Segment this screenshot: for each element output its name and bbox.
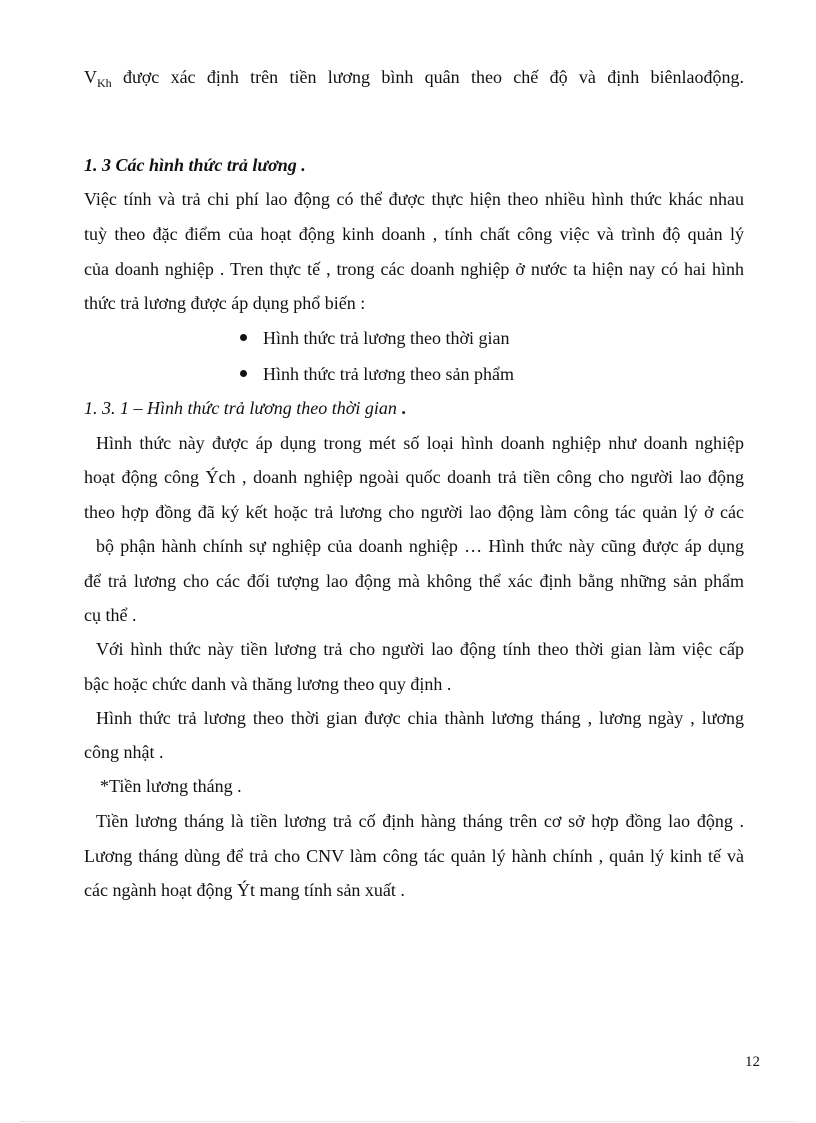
paragraph-line: bậc hoặc chức danh và thăng lương theo quy định .	[84, 674, 452, 694]
paragraph-line: hoạt động công Ých , doanh nghiệp ngoài quốc doanh trả tiền công cho người lao động	[84, 467, 744, 487]
paragraph-line: thức trả lương được áp dụng phổ biến :	[84, 293, 366, 313]
variable-subscript: Kh	[97, 76, 112, 90]
subsection-title-tail: .	[396, 398, 406, 418]
bullet-icon	[240, 370, 247, 377]
paragraph-line: Với hình thức này tiền lương trả cho người lao động tính theo thời gian làm việc cấp	[96, 639, 744, 659]
paragraph-line: theo hợp đồng đã ký kết hoặc trả lương cho người lao động làm công tác quản lý ở các	[84, 502, 744, 522]
subsection-title: 1. 3. 1 – Hình thức trả lương theo thời gian	[84, 398, 397, 418]
paragraph-line: các ngành hoạt động Ýt mang tính sản xuất .	[84, 880, 405, 900]
bullet-text: Hình thức trả lương theo sản phẩm	[263, 364, 514, 384]
paragraph-line: tuỳ theo đặc điểm của hoạt động kinh doanh , tính chất công việc và trình độ quản lý	[84, 224, 744, 244]
subsection-heading	[84, 397, 744, 419]
paragraph-line: để trả lương cho các đối tượng lao động mà không thể xác định bằng những sản phẩm	[84, 571, 744, 591]
bullet-icon	[240, 334, 247, 341]
intro-text: được xác định trên tiền lương bình quân theo chế độ và định biênlaođộng.	[111, 67, 744, 87]
paragraph-line: bộ phận hành chính sự nghiệp của doanh nghiệp … Hình thức này cũng được áp dụng	[96, 536, 744, 556]
bullet-item	[240, 363, 514, 385]
intro-line	[84, 66, 744, 94]
variable-v: V	[84, 67, 97, 87]
section-heading: 1. 3 Các hình thức trả lương .	[84, 155, 306, 175]
paragraph-line: cụ thể .	[84, 605, 137, 625]
page-number: 12	[745, 1054, 760, 1070]
paragraph-line: Hình thức trả lương theo thời gian được chia thành lương tháng , lương ngày , lương	[96, 708, 744, 728]
bullet-item	[240, 327, 510, 349]
paragraph-line: Hình thức này được áp dụng trong mét số loại hình doanh nghiệp như doanh nghiệp	[96, 433, 744, 453]
paragraph-line: Việc tính và trả chi phí lao động có thể được thực hiện theo nhiều hình thức khác nhau	[84, 189, 744, 209]
paragraph-line: của doanh nghiệp . Tren thực tế , trong các doanh nghiệp ở nước ta hiện nay có hai hình	[84, 259, 744, 279]
paragraph-line: Tiền lương tháng là tiền lương trả cố định hàng tháng trên cơ sở hợp đồng lao động .	[96, 811, 744, 831]
paragraph-line: công nhật .	[84, 742, 164, 762]
bullet-text: Hình thức trả lương theo thời gian	[263, 328, 510, 348]
paragraph-line: Lương tháng dùng để trả cho CNV làm công tác quản lý hành chính , quản lý kinh tế và	[84, 846, 744, 866]
item-heading: *Tiền lương tháng .	[100, 776, 242, 796]
page-bottom-rule	[20, 1121, 796, 1122]
